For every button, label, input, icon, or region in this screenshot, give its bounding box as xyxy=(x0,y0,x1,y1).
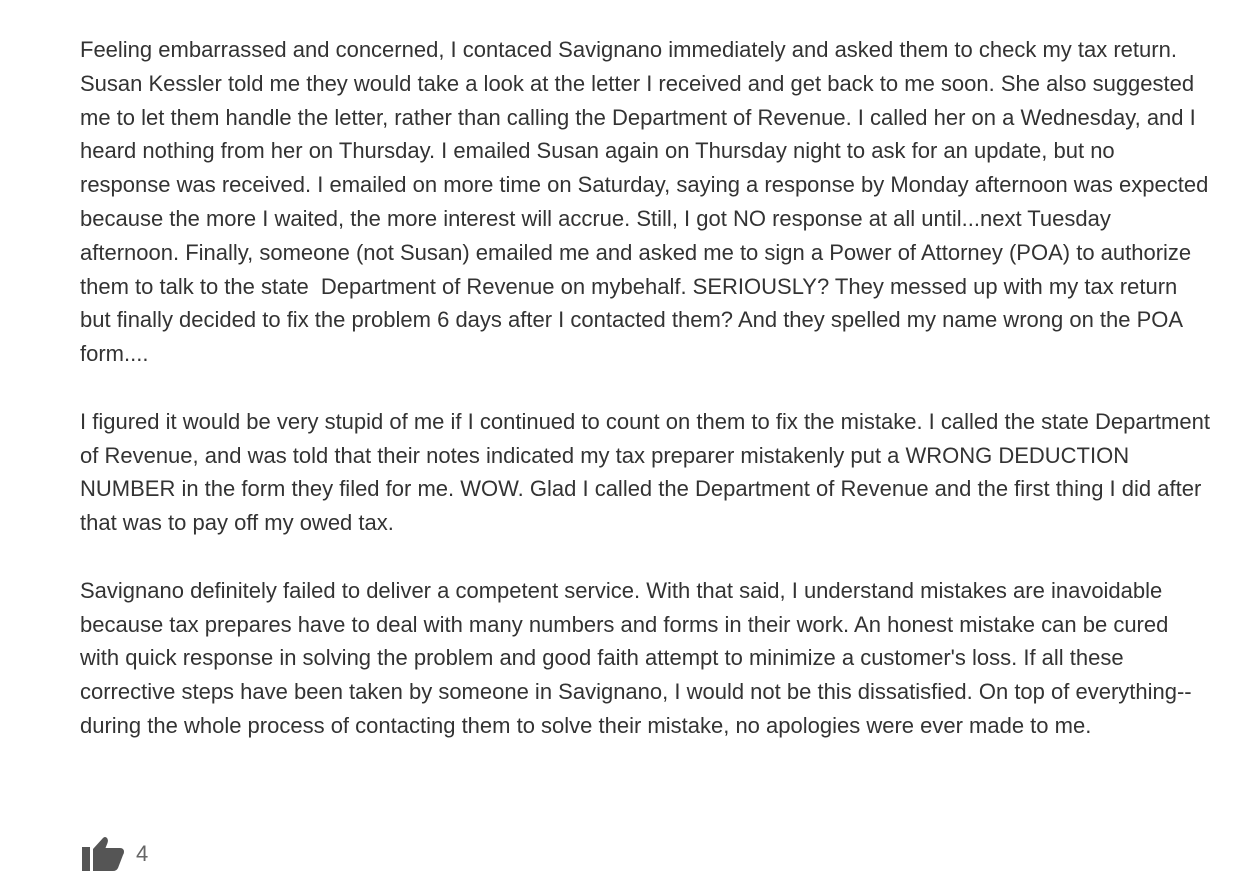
review-paragraph: I figured it would be very stupid of me if I continued to count on them to fix the mistake. I called the state Department of Revenue, and was told that their notes indicated my tax preparer mistakenly put a WRONG DEDUCTION NUMBER in the form they filed for me. WOW. Glad I called the Department of Revenue and the first thing I did after that was to pay off my owed tax. xyxy=(80,408,1217,536)
review-paragraph: Savignano definitely failed to deliver a competent service. With that said, I understand mistakes are inavoidable because tax prepares have to deal with many numbers and forms in their work. An honest mistake can be cured with quick response in solving the problem and good faith attempt to minimize a customer's loss. If all these corrective steps have been taken by someone in Savignano, I would not be this dissatisfied. On top of everything--during the whole process of contacting them to solve their mistake, no apologies were ever made to me. xyxy=(80,577,1192,738)
helpful-votes xyxy=(80,834,148,874)
review-paragraph: Feeling embarrassed and concerned, I contaced Savignano immediately and asked them to check my tax return. Susan Kessler told me they would take a look at the letter I received and get back to me soon. She also suggested me to let them handle the letter, rather than calling the Department of Revenue. I called her on a Wednesday, and I heard nothing from her on Thursday. I emailed Susan again on Thursday night to ask for an update, but no response was received. I emailed on more time on Saturday, saying a response by Monday afternoon was expected because the more I waited, the more interest will accrue. Still, I got NO response at all until...next Tuesday afternoon. Finally, someone (not Susan) emailed me and asked me to sign a Power of Attorney (POA) to authorize them to talk to the state Department of Revenue on mybehalf. SERIOUSLY? They messed up with my tax return but finally decided to fix the problem 6 days after I contacted them? And they spelled my name wrong on the POA form.... xyxy=(80,37,1215,367)
helpful-count: 4 xyxy=(136,841,149,866)
helpful-button[interactable] xyxy=(80,835,126,873)
review-body xyxy=(80,33,1217,743)
thumbs-up-icon xyxy=(80,835,126,873)
